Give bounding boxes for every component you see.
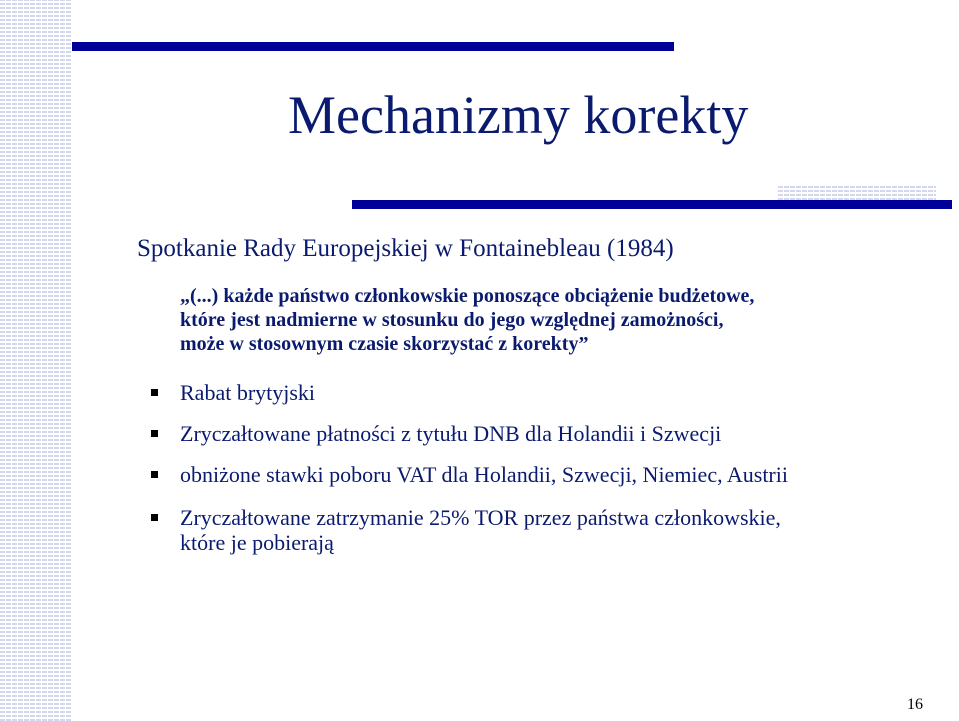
quote-block bbox=[180, 284, 950, 356]
bullet-text-line: które je pobierają bbox=[180, 530, 334, 555]
bullet-text bbox=[180, 505, 781, 555]
quote-line: „(...) każde państwo członkowskie ponoszące obciążenie budżetowe, bbox=[180, 285, 755, 307]
bullet-square-icon bbox=[151, 514, 158, 521]
bullet-square-icon bbox=[151, 389, 158, 396]
bullet-square-icon bbox=[151, 471, 158, 478]
bullet-text: Rabat brytyjski bbox=[180, 380, 316, 405]
bullet-text-line: Zryczałtowane zatrzymanie 25% TOR przez państwa członkowskie, bbox=[180, 505, 781, 530]
slide-subtitle: Spotkanie Rady Europejskiej w Fontainebleau (1984) bbox=[137, 235, 674, 262]
bullet-text: Zryczałtowane płatności z tytułu DNB dla Holandii i Szwecji bbox=[180, 421, 722, 446]
bullet-square-icon bbox=[151, 430, 158, 437]
quote-line: które jest nadmierne w stosunku do jego względnej zamożności, bbox=[180, 309, 724, 331]
quote-line: może w stosownym czasie skorzystać z korekty” bbox=[180, 333, 589, 355]
decorative-corner-box bbox=[778, 184, 936, 200]
decorative-side-stripe bbox=[0, 0, 72, 721]
title-bar-top bbox=[72, 42, 674, 51]
page-number: 16 bbox=[907, 696, 923, 713]
slide-title: Mechanizmy korekty bbox=[288, 85, 749, 145]
bullet-text: obniżone stawki poboru VAT dla Holandii, Szwecji, Niemiec, Austrii bbox=[180, 462, 788, 487]
title-bar-bottom bbox=[352, 200, 952, 209]
